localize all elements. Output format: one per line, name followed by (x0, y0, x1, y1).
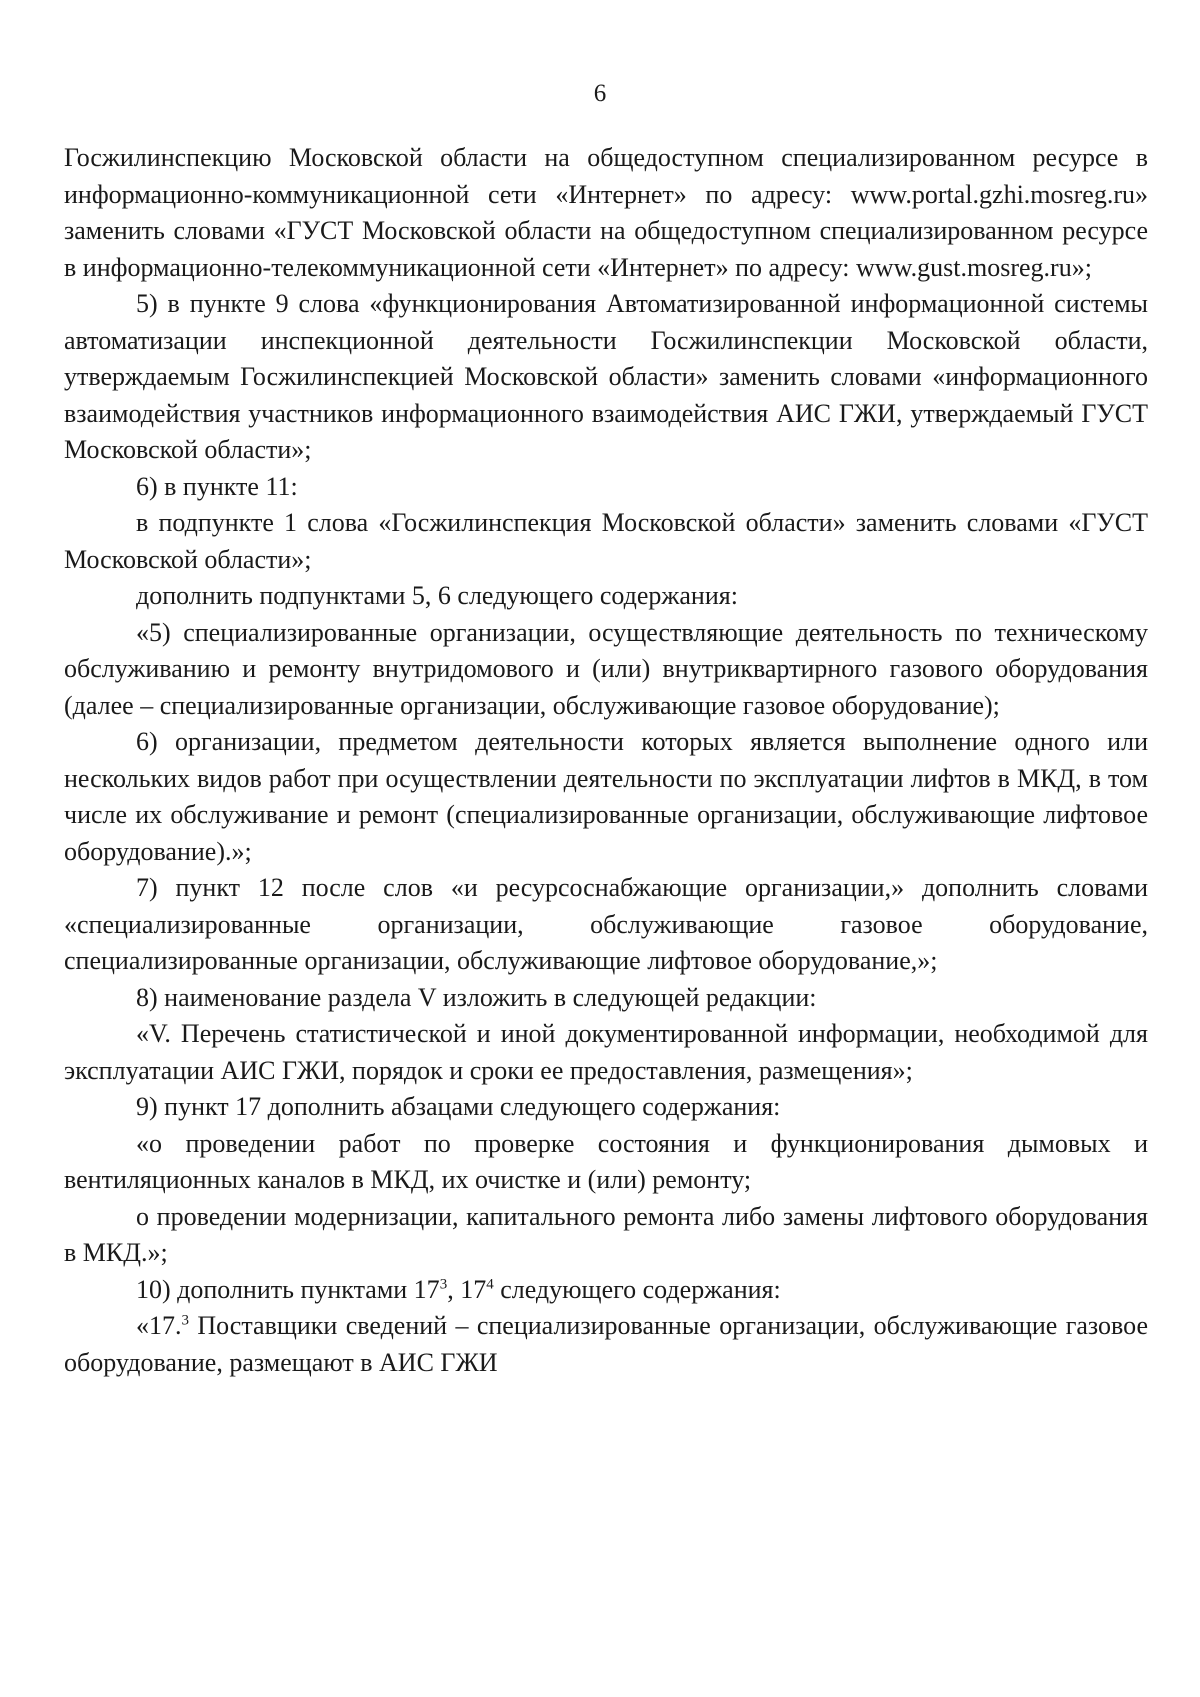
paragraph: «5) специализированные организации, осуществляющие деятельность по техническому обслуживанию и ремонту внутридомового и (или) внутриквартирного газового оборудования (далее – специализированные организации, обслуживающие газовое оборудование); (64, 617, 1148, 720)
paragraph: «о проведении работ по проверке состояния и функционирования дымовых и вентиляционных каналов в МКД, их очистке и (или) ремонту; (64, 1128, 1148, 1194)
paragraph: 7) пункт 12 после слов «и ресурсоснабжающие организации,» дополнить словами «специализированные организации, обслуживающие газовое оборудование, специализированные организации, обслуживающие лифтовое оборудование,»; (64, 873, 1148, 975)
document-body (64, 140, 1148, 1381)
superscript: 3 (439, 1275, 448, 1292)
paragraph: в подпункте 1 слова «Госжилинспекция Московской области» заменить словами «ГУСТ Московской области»; (64, 508, 1148, 574)
text-run: , 17 (447, 1274, 487, 1304)
paragraph: 5) в пункте 9 слова «функционирования Автоматизированной информационной системы автоматизации инспекционной деятельности Госжилинспекции Московской области, утверждаемым Госжилинспекцией Московской области» заменить словами «информационного взаимодействия участников информационного взаимодействия АИС ГЖИ, утверждаемый ГУСТ Московской области»; (64, 289, 1148, 464)
paragraph: Госжилинспекцию Московской области на общедоступном специализированном ресурсе в информационно-коммуникационной сети «Интернет» по адресу: www.portal.gzhi.mosreg.ru» заменить словами «ГУСТ Московской области на общедоступном специализированном ресурсе в информационно-телекоммуникационной сети «Интернет» по адресу: www.gust.mosreg.ru»; (64, 143, 1148, 282)
text-run: следующего содержания: (493, 1274, 781, 1304)
page-number: 6 (593, 80, 607, 107)
text-run: Поставщики сведений – специализированные организации, обслуживающие газовое оборудование, размещают в АИС ГЖИ (64, 1311, 1148, 1377)
superscript: 4 (486, 1275, 494, 1292)
paragraph: 6) организации, предметом деятельности которых является выполнение одного или нескольких видов работ при осуществлении деятельности по эксплуатации лифтов в МКД, в том числе их обслуживание и ремонт (специализированные организации, обслуживающие лифтовое оборудование).»; (64, 727, 1148, 866)
superscript: 3 (181, 1312, 189, 1329)
text-run: 10) дополнить пунктами 17 (136, 1274, 440, 1304)
paragraph: «V. Перечень статистической и иной документированной информации, необходимой для эксплуатации АИС ГЖИ, порядок и сроки ее предоставления, размещения»; (64, 1019, 1148, 1085)
paragraph: 8) наименование раздела V изложить в следующей редакции: (136, 982, 817, 1012)
text-run: «17. (136, 1311, 182, 1340)
paragraph: 9) пункт 17 дополнить абзацами следующего содержания: (136, 1092, 781, 1121)
paragraph: 6) в пункте 11: (136, 471, 298, 501)
paragraph: о проведении модернизации, капитального ремонта либо замены лифтового оборудования в МКД.»; (64, 1201, 1148, 1267)
paragraph: дополнить подпунктами 5, 6 следующего содержания: (136, 581, 738, 610)
paragraph-with-superscripts (64, 1272, 1148, 1309)
paragraph-with-superscripts (64, 1308, 1148, 1381)
